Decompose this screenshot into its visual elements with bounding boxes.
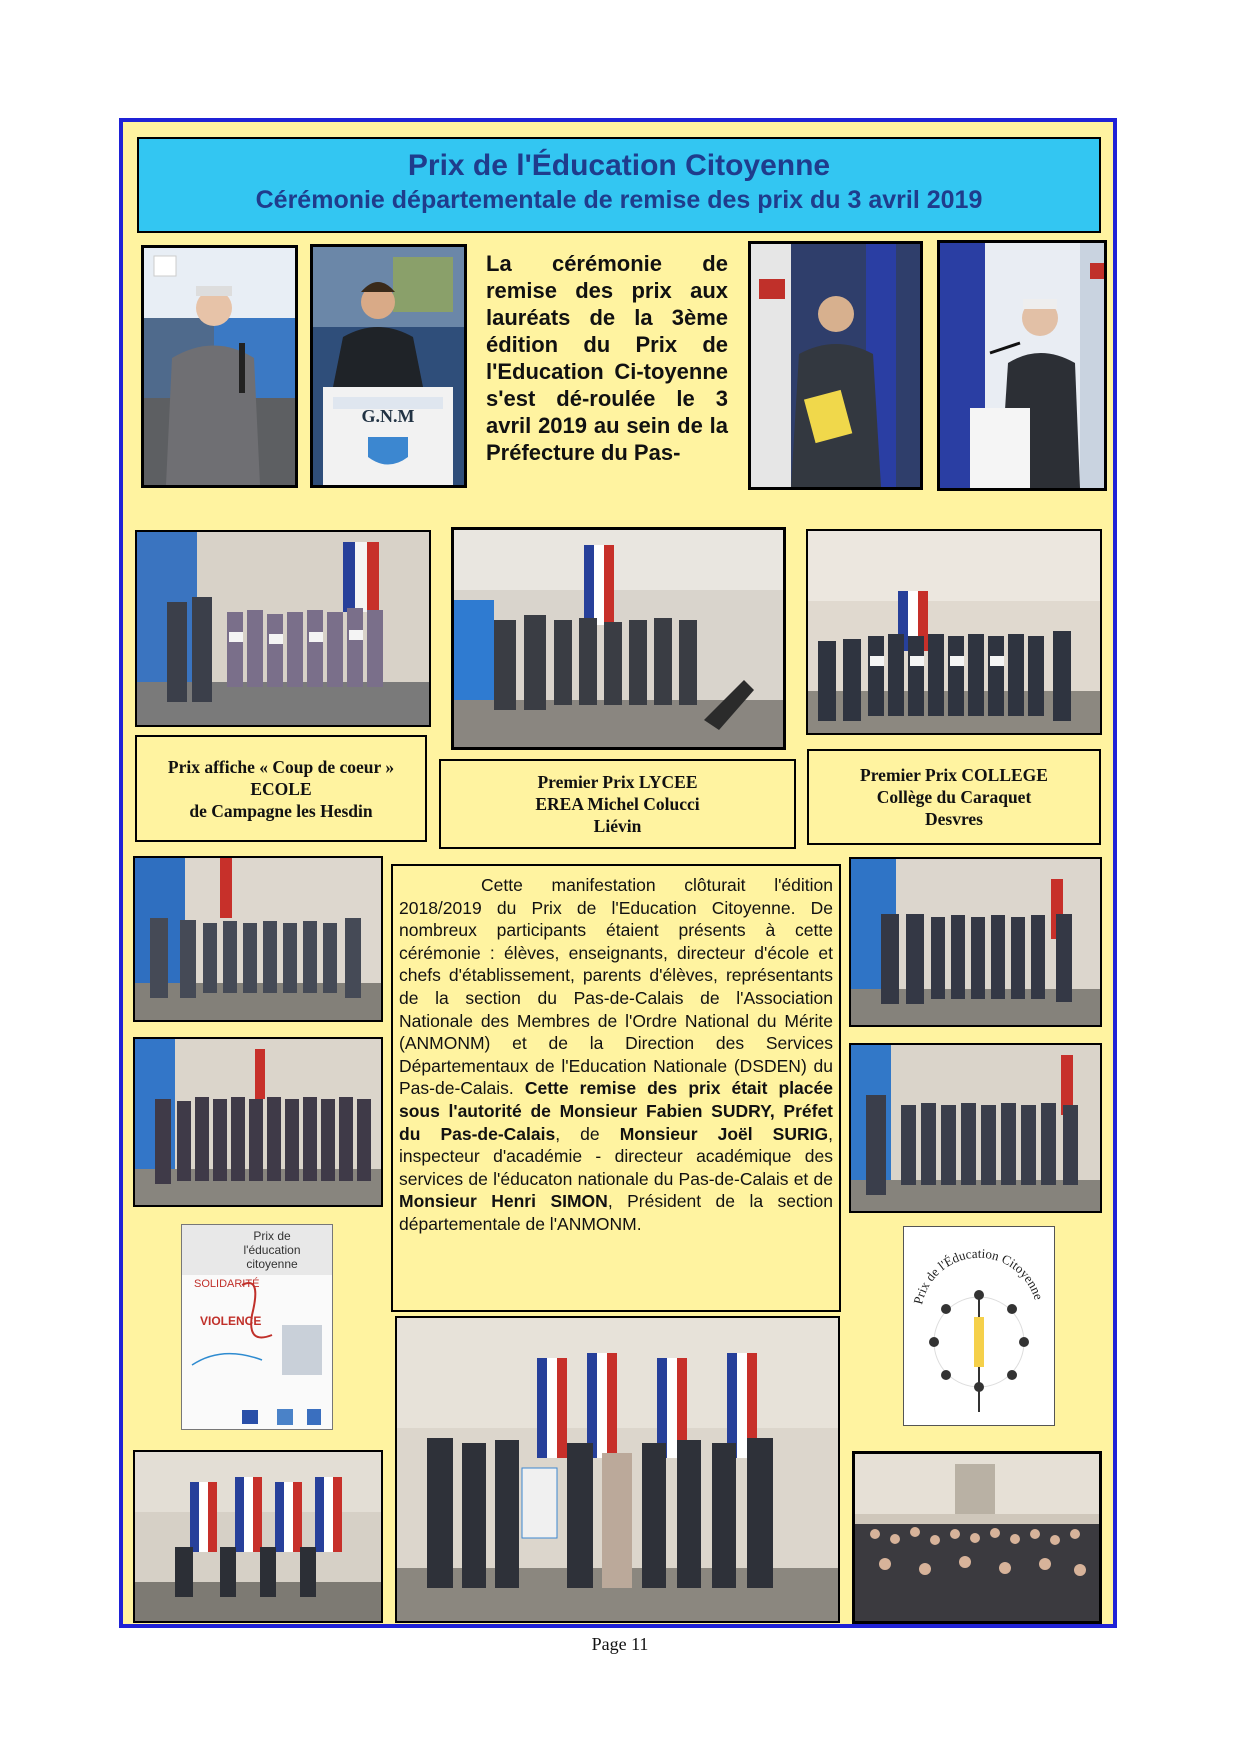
- intro-paragraph: La cérémonie de remise des prix aux lauréats de la 3ème édition du Prix de l'Education Ci-toyenne s'est dé-roulée le 3 avril 2019 au sein de la Préfecture du Pas-: [486, 251, 728, 465]
- banner-text: G.N.M: [361, 406, 415, 426]
- body-text-p4: , Président de la section départementale de l'ANMONM.: [399, 1191, 833, 1234]
- photo-prefect-2: [937, 240, 1107, 491]
- photo-speaker-2: [310, 244, 467, 488]
- logo-text-path: Prix de l'Éducation Citoyenne: [910, 1245, 1047, 1306]
- photo-group-right-2: [849, 1043, 1102, 1213]
- body-text-bold-1: Cette remise des prix était placée sous l'autorité de Monsieur Fabien SUDRY, Préfet du Pas-de-Calais: [399, 1078, 833, 1144]
- page-number: Page 11: [591, 1634, 649, 1654]
- poster-title-2: l'éducation: [243, 1243, 301, 1257]
- poster-graffiti-1: SOLIDARITÉ: [194, 1278, 260, 1290]
- caption-lycee-line: Premier Prix LYCEE: [537, 772, 698, 792]
- photo-group-ecole: [135, 530, 431, 727]
- prize-logo: [903, 1226, 1055, 1426]
- caption-college-line: Premier Prix COLLEGE: [860, 765, 1048, 785]
- caption-lycee: [439, 759, 796, 849]
- poster-graffiti-2: VIOLENCE: [200, 1314, 262, 1328]
- caption-ecole-line: ECOLE: [250, 778, 312, 799]
- body-text-p2: , de: [555, 1123, 620, 1144]
- caption-college-line: Collège du Caraquet: [876, 787, 1032, 807]
- body-text-bold-2: Monsieur Joël SURIG: [619, 1123, 829, 1144]
- photo-group-lycee: [451, 527, 786, 750]
- body-text-p3: , inspecteur d'académie - directeur académique des services de l'éducaton nationale du Pas-de-Calais et de: [399, 1123, 833, 1189]
- body-text-p1: Cette manifestation clôturait l'édition 2018/2019 du Prix de l'Education Citoyenne. De nombreux participants étaient présents à cette cérémonie : élèves, enseignants, directeur d'école et chefs d'établissement, parents d'élèves, représentants de la section du Pas-de-Calais de l'Association Nationale des Membres de l'Ordre National du Mérite (ANMONM) et de la Direction des Services Départementaux de l'Education Nationale (DSDEN) du Pas-de-Calais.: [399, 875, 833, 1099]
- poster-title-1: Prix de: [253, 1229, 291, 1243]
- caption-ecole-line: de Campagne les Hesdin: [189, 800, 373, 821]
- page-subtitle: Cérémonie départementale de remise des prix du 3 avril 2019: [255, 186, 983, 214]
- caption-lycee-line: EREA Michel Colucci: [535, 794, 700, 814]
- page-title: Prix de l'Éducation Citoyenne: [407, 149, 831, 182]
- photo-group-right-1: [849, 857, 1102, 1027]
- caption-college: [807, 749, 1101, 845]
- caption-ecole: [135, 735, 427, 842]
- photo-group-college: [806, 529, 1102, 735]
- photo-prefect-1: [748, 241, 923, 490]
- poster-image: [181, 1224, 333, 1430]
- caption-college-line: Desvres: [925, 809, 983, 829]
- caption-lycee-line: Liévin: [593, 816, 642, 836]
- body-text-bold-3: Monsieur Henri SIMON: [399, 1191, 608, 1212]
- body-text-box: [391, 864, 841, 1312]
- photo-speaker-1: [141, 245, 298, 488]
- photo-group-left-2: [133, 1037, 383, 1207]
- caption-ecole-line: Prix affiche « Coup de coeur »: [167, 756, 395, 777]
- title-banner: [137, 137, 1101, 233]
- photo-audience: [852, 1451, 1102, 1624]
- photo-officials-group: [395, 1316, 840, 1623]
- photo-group-left-1: [133, 856, 383, 1022]
- poster-title-3: citoyenne: [246, 1257, 298, 1271]
- photo-flags: [133, 1450, 383, 1623]
